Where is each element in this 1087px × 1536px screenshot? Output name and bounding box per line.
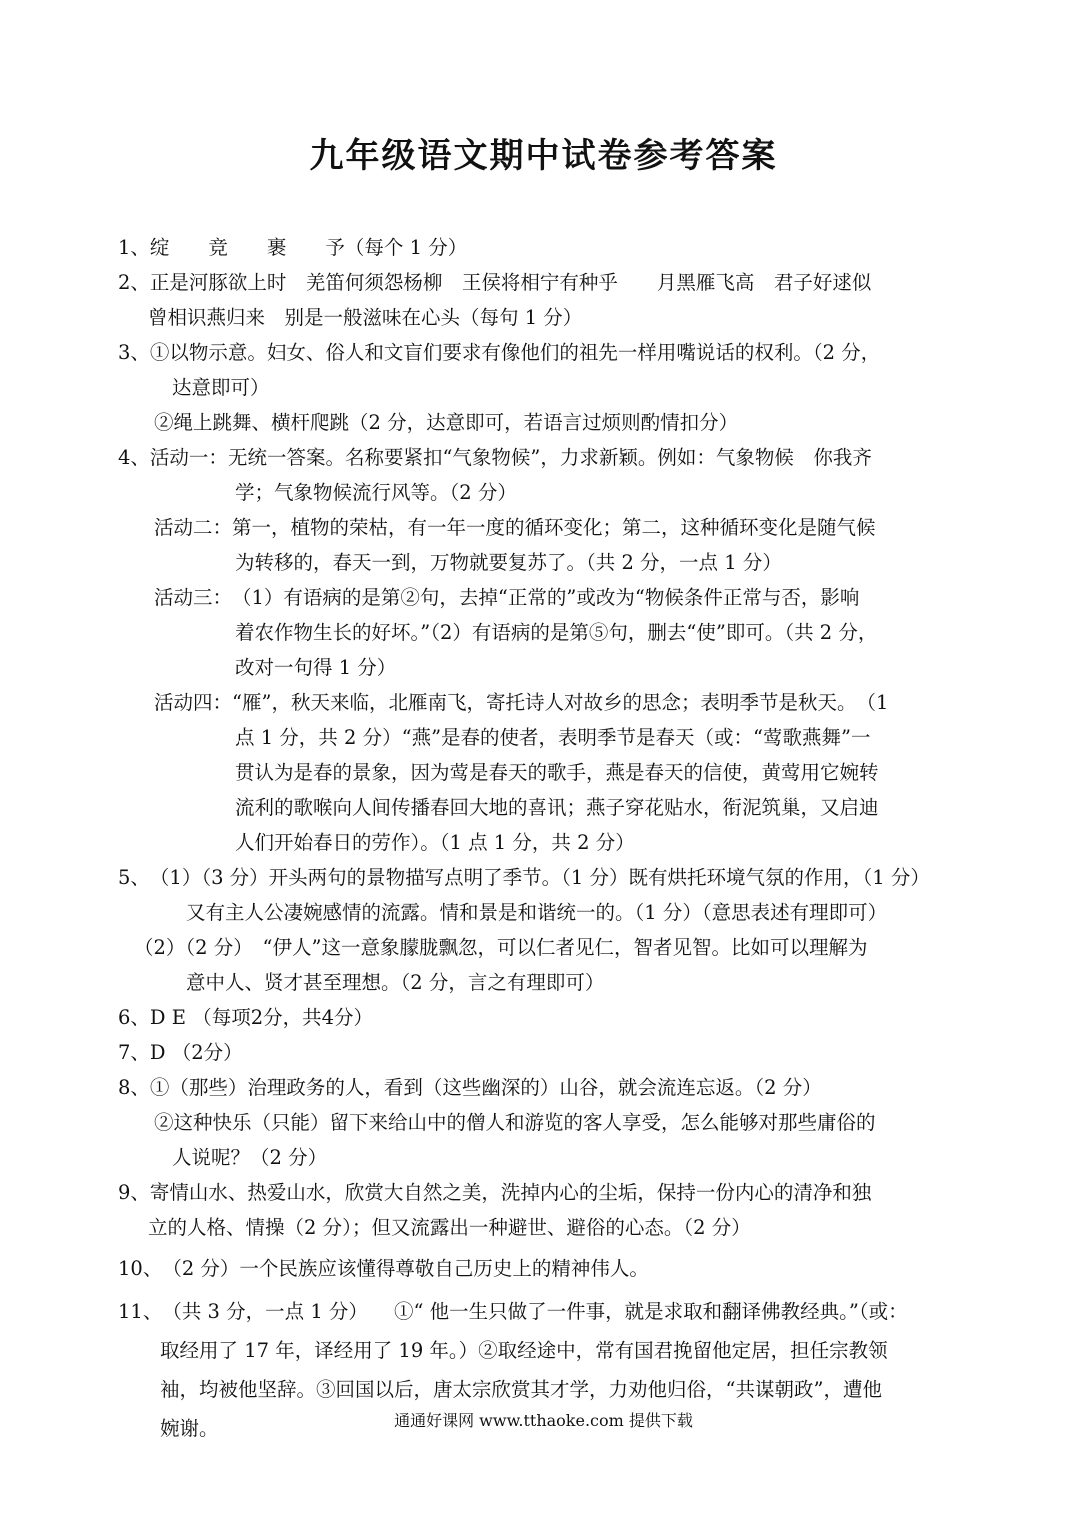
item-text-cont: 婉谢。: [160, 1417, 219, 1440]
activity-label: 活动四：: [154, 691, 233, 714]
item-number: 2、: [118, 271, 150, 294]
item-text: （共 3 分，一点 1 分）: [162, 1300, 368, 1323]
item-text-cont: 袖，均被他坚辞。③回国以后，唐太宗欣赏其才学，力劝他归俗，“共谋朝政”，遭他: [160, 1378, 882, 1401]
item-text-cont: 为转移的，春天一到，万物就要复苏了。（共 2 分，一点 1 分）: [235, 551, 782, 574]
page-title: 九年级语文期中试卷参考答案: [309, 136, 778, 176]
item-number: 10、: [118, 1257, 163, 1280]
item-text-cont: ②这种快乐（只能）留下来给山中的僧人和游览的客人享受，怎么能够对那些庸俗的: [154, 1111, 876, 1134]
activity-3: [118, 580, 978, 615]
answer-item-4: [118, 440, 978, 475]
item-text: 绽 竞 裹 予（每个 1 分）: [149, 236, 468, 259]
item-text-cont: 改对一句得 1 分）: [235, 656, 397, 679]
activity-label: 活动二：: [154, 516, 233, 539]
answer-item-6: [118, 1000, 978, 1035]
answer-list: [118, 230, 978, 1448]
item-text: 寄情山水、热爱山水，欣赏大自然之美，洗掉内心的尘垢，保持一份内心的清净和独: [149, 1181, 872, 1204]
item-number: 11、: [118, 1300, 163, 1323]
item-text-cont: 人说呢？（2 分）: [172, 1146, 328, 1169]
activity-label: 活动一：: [149, 446, 228, 469]
answer-item-1: [118, 230, 978, 265]
item-number: 7、: [118, 1041, 150, 1064]
item-text-cont: ②绳上跳舞、横杆爬跳（2 分，达意即可，若语言过烦则酌情扣分）: [154, 411, 739, 434]
item-text-cont: 贯认为是春的景象，因为莺是春天的歌手，燕是春天的信使，黄莺用它婉转: [235, 761, 879, 784]
item-text-cont: 达意即可）: [172, 376, 270, 399]
item-text: ①（那些）治理政务的人，看到（这些幽深的）山谷，就会流连忘返。（2 分）: [149, 1076, 822, 1099]
item-text: ①“ 他一生只做了一件事，就是求取和翻译佛教经典。”（或：: [393, 1300, 908, 1323]
item-number: 4、: [118, 446, 150, 469]
answer-item-7: [118, 1035, 978, 1070]
activity-4: [118, 685, 978, 720]
item-number: 1、: [118, 236, 150, 259]
item-text: 正是河豚欲上时 羌笛何须怨杨柳 王侯将相宁有种乎 月黑雁飞高 君子好逑似: [149, 271, 872, 294]
item-text: ①以物示意。妇女、俗人和文盲们要求有像他们的祖先一样用嘴说话的权利。（2 分，: [149, 341, 881, 364]
item-text: （2 分）一个民族应该懂得尊敬自己历史上的精神伟人。: [162, 1257, 649, 1280]
answer-item-3: [118, 335, 978, 370]
item-text-cont: 着农作物生长的好坏。”（2）有语病的是第⑤句，删去“使”即可。（共 2 分，: [235, 621, 878, 644]
item-text: “雁”，秋天来临，北雁南飞，寄托诗人对故乡的思念；表明季节是秋天。 （1: [232, 691, 889, 714]
item-number: 5、: [118, 866, 150, 889]
item-text: D （2分）: [149, 1041, 243, 1064]
item-text: （1）有语病的是第②句，去掉“正常的”或改为“物候条件正常与否，影响: [232, 586, 860, 609]
item-text-cont: 点 1 分，共 2 分）“燕”是春的使者，表明季节是春天（或：“莺歌燕舞”一: [235, 726, 871, 749]
item-text-cont: 立的人格、情操（2 分）；但又流露出一种避世、避俗的心态。（2 分）: [148, 1216, 751, 1239]
item-text: D E （每项2分，共4分）: [149, 1006, 374, 1029]
item-text-cont: 学；气象物候流行风等。（2 分）: [235, 481, 517, 504]
answer-item-2: [118, 265, 978, 300]
answer-item-9: [118, 1175, 978, 1210]
item-first-line: [118, 1292, 978, 1331]
item-number: 6、: [118, 1006, 150, 1029]
item-text-cont: 又有主人公凄婉感情的流露。情和景是和谐统一的。（1 分）（意思表述有理即可）: [186, 901, 888, 924]
item-number: 9、: [118, 1181, 150, 1204]
item-text-cont: 流利的歌喉向人间传播春回大地的喜讯；燕子穿花贴水，衔泥筑巢，又启迪: [235, 796, 879, 819]
item-text-cont: 曾相识燕归来 别是一般滋味在心头（每句 1 分）: [148, 306, 583, 329]
item-text-cont: 取经用了 17 年，译经用了 19 年。）②取经途中，常有国君挽留他定居，担任宗教领: [160, 1339, 888, 1362]
item-text-cont: 意中人、贤才甚至理想。（2 分，言之有理即可）: [186, 971, 605, 994]
answer-item-10: [118, 1251, 978, 1286]
item-text: 无统一答案。名称要紧扣“气象物候”，力求新颖。例如：气象物候 你我齐: [227, 446, 872, 469]
item-number: 3、: [118, 341, 150, 364]
activity-2: [118, 510, 978, 545]
item-text-cont: 人们开始春日的劳作）。（1 点 1 分，共 2 分）: [235, 831, 635, 854]
item-text: （1）（3 分）开头两句的景物描写点明了季节。（1 分）既有烘托环境气氛的作用，（1 分）: [149, 866, 930, 889]
item-text-cont: （2）（2 分） “伊人”这一意象朦胧飘忽，可以仁者见仁，智者见智。比如可以理解为: [134, 936, 868, 959]
item-text: 第一，植物的荣枯，有一年一度的循环变化；第二，这种循环变化是随气候: [232, 516, 876, 539]
answer-item-5: [118, 860, 978, 895]
answer-item-8: [118, 1070, 978, 1105]
activity-label: 活动三：: [154, 586, 233, 609]
item-number: 8、: [118, 1076, 150, 1099]
footer-source: 通通好课网 www.tthaoke.com 提供下载: [394, 1411, 693, 1430]
